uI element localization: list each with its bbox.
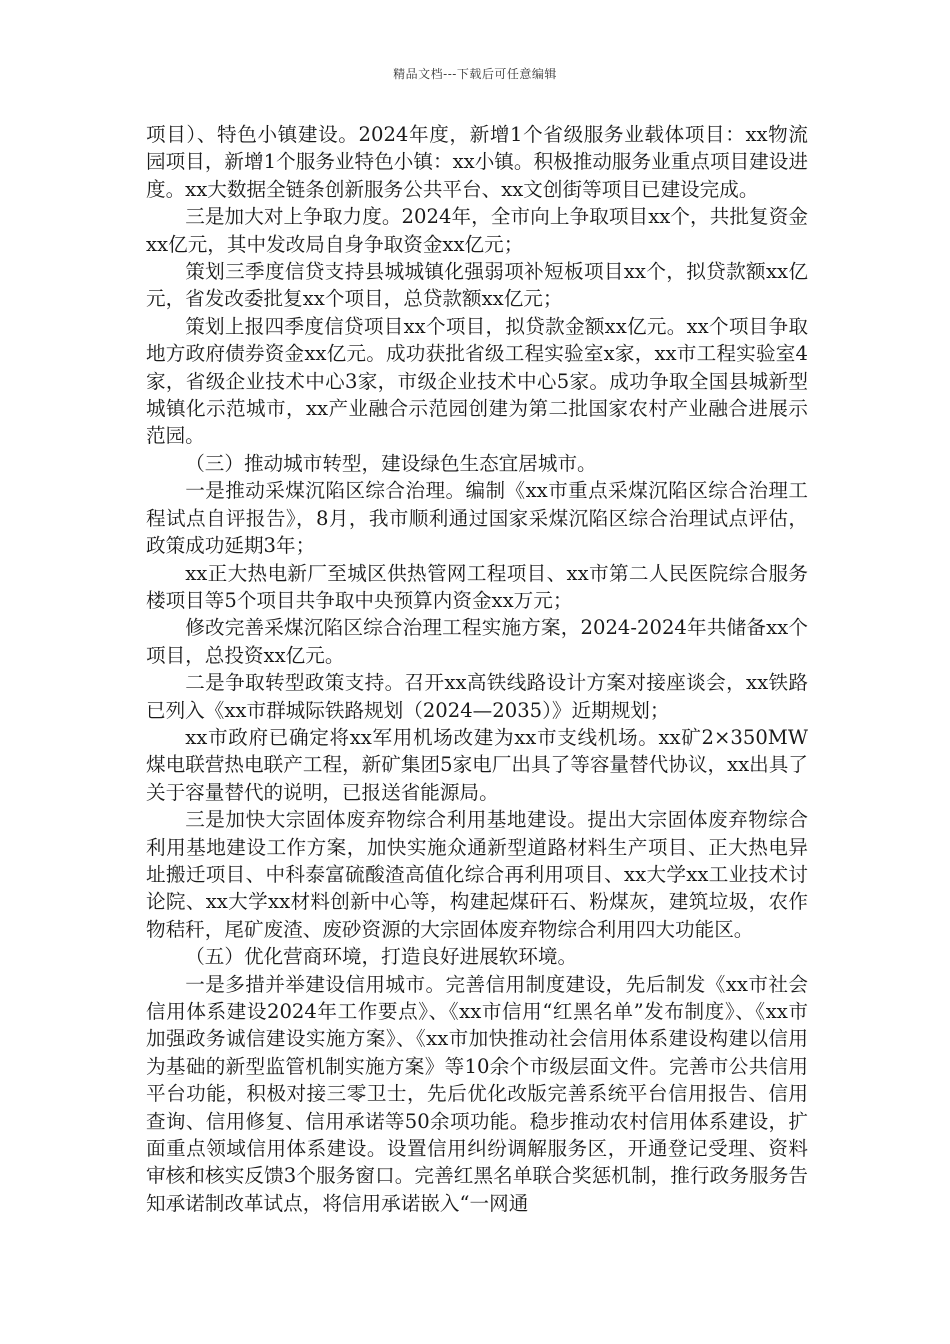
document-body xyxy=(146,121,808,1217)
paragraph: 一是多措并举建设信用城市。完善信用制度建设，先后制发《xx市社会信用体系建设2024年工作要点》、《xx市信用“红黑名单”发布制度》、《xx市加强政务诚信建设实施方案》、《xx市加快推动社会信用体系建设构建以信用为基础的新型监管机制实施方案》等10余个市级层面文件。完善市公共信用平台功能，积极对接三零卫士，先后优化改版完善系统平台信用报告、信用查询、信用修复、信用承诺等50余项功能。稳步推动农村信用体系建设，扩面重点领域信用体系建设。设置信用纠纷调解服务区，开通登记受理、资料审核和核实反馈3个服务窗口。完善红黑名单联合奖惩机制，推行政务服务告知承诺制改革试点，将信用承诺嵌入“一网通 xyxy=(146,972,808,1215)
paragraph: 三是加大对上争取力度。2024年，全市向上争取项目xx个，共批复资金xx亿元，其中发改局自身争取资金xx亿元； xyxy=(146,205,808,256)
paragraph: 二是争取转型政策支持。召开xx高铁线路设计方案对接座谈会，xx铁路已列入《xx市群城际铁路规划（2024—2035）》近期规划； xyxy=(146,671,808,722)
paragraph: xx正大热电新厂至城区供热管网工程项目、xx市第二人民医院综合服务楼项目等5个项目共争取中央预算内资金xx万元； xyxy=(146,561,808,612)
paragraph: 三是加快大宗固体废弃物综合利用基地建设。提出大宗固体废弃物综合利用基地建设工作方案，加快实施众通新型道路材料生产项目、正大热电异址搬迁项目、中科泰富硫酸渣高值化综合再利用项目、xx大学xx工业技术讨论院、xx大学xx材料创新中心等，构建起煤矸石、粉煤灰，建筑垃圾，农作物秸秆，尾矿废渣、废砂资源的大宗固体废弃物综合利用四大功能区。 xyxy=(146,808,808,941)
paragraph: （五）优化营商环境，打造良好进展软环境。 xyxy=(185,945,578,969)
page-header: 精品文档---下载后可任意编辑 xyxy=(393,67,557,81)
paragraph: （三）推动城市转型，建设绿色生态宜居城市。 xyxy=(185,451,597,475)
paragraph: xx市政府已确定将xx军用机场改建为xx市支线机场。xx矿2×350MW煤电联营热电联产工程，新矿集团5家电厂出具了等容量替代协议，xx出具了关于容量替代的说明，已报送省能源局。 xyxy=(146,725,808,804)
paragraph: 策划上报四季度信贷项目xx个项目，拟贷款金额xx亿元。xx个项目争取地方政府债券资金xx亿元。成功获批省级工程实验室x家，xx市工程实验室4家，省级企业技术中心3家，市级企业技术中心5家。成功争取全国县城新型城镇化示范城市，xx产业融合示范园创建为第二批国家农村产业融合进展示范园。 xyxy=(146,314,808,448)
paragraph: 一是推动采煤沉陷区综合治理。编制《xx市重点采煤沉陷区综合治理工程试点自评报告》，8月，我市顺利通过国家采煤沉陷区综合治理试点评估，政策成功延期3年； xyxy=(146,479,808,558)
paragraph: 修改完善采煤沉陷区综合治理工程实施方案，2024-2024年共储备xx个项目，总投资xx亿元。 xyxy=(146,616,808,667)
paragraph: 项目）、特色小镇建设。2024年度，新增1个省级服务业载体项目：xx物流园项目，新增1个服务业特色小镇：xx小镇。积极推动服务业重点项目建设进度。xx大数据全链条创新服务公共平台、xx文创街等项目已建设完成。 xyxy=(146,123,808,201)
paragraph: 策划三季度信贷支持县城城镇化强弱项补短板项目xx个，拟贷款额xx亿元，省发改委批复xx个项目，总贷款额xx亿元； xyxy=(146,260,808,311)
